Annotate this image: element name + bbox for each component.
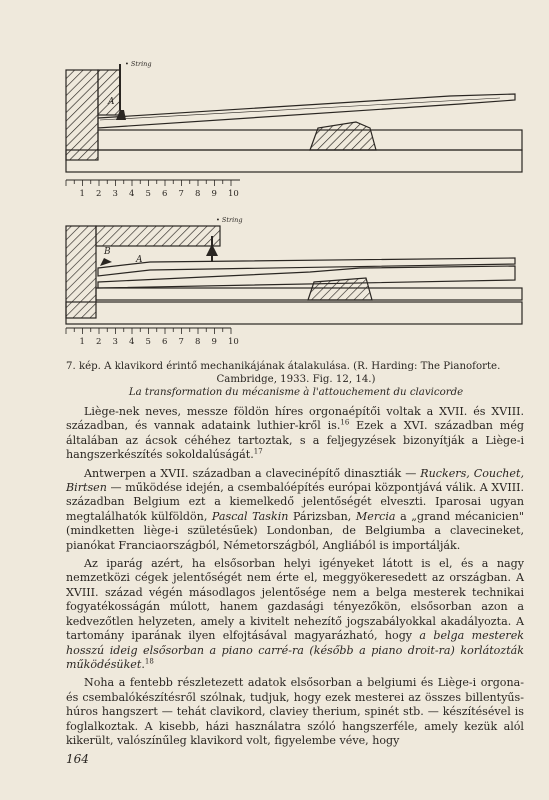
p2-italic-mercia: Mercia (355, 509, 396, 523)
string-label-top: • String (125, 60, 152, 68)
scale-number: 10 (228, 189, 239, 199)
paragraph-3 (66, 557, 524, 672)
page-number: 164 (66, 752, 89, 766)
scale-number: 6 (162, 337, 168, 345)
p2-text-a: Antwerpen a XVII. században a clavecinépítő dinasztiák — (84, 466, 421, 480)
p2-text-c: Párizsban, (288, 509, 356, 523)
p2-text-b: — működése idején, a csembalóépítés európai központjává válik. A XVIII. században Belgium ezt a kiemelkedő jelentőségét elveszti. Iparosai ugyan megtalálhatók külföldön, (66, 481, 524, 523)
p4-text-a: Noha a fentebb részletezett adatok elsősorban a belgiumi és Liège-i orgona- és csembalókészítésről szólnak, tudjuk, hogy ezek mesterei az összes billentyűs-húros hangszert — tehát clavikord, claviey therium, spinét stb. — készítésével is foglalkoztak. A kisebb, házi használatra szóló hangszerféle, amely kezük alól kikerült, valószínűleg klavikord volt, figyelembe véve, hogy (66, 676, 524, 747)
clavichord-mechanism-figure (0, 0, 549, 345)
scale-number: 2 (96, 189, 102, 199)
body-text (66, 405, 524, 752)
footnote-ref-16: 16 (340, 418, 350, 427)
scale-number: 6 (162, 189, 168, 199)
mechanism-drawing-top (66, 60, 522, 180)
scale-number: 4 (129, 189, 135, 199)
scale-number: 3 (112, 189, 118, 199)
p2-italic-taskin: Pascal Taskin (211, 509, 289, 523)
scale-number: 4 (129, 337, 135, 345)
scale-number: 3 (112, 337, 118, 345)
scale-number: 5 (145, 337, 151, 345)
scale-number: 1 (79, 337, 85, 345)
p3-text-b: . (141, 657, 145, 671)
p2-text-d: a „grand mécanicien" (mindketten liège-i születésűek) Londonban, de Belgiumba a clavecineket, pianókat Franciaországból, Németországból, Angliából is importálják. (66, 509, 524, 552)
scale-number: 8 (195, 189, 201, 199)
scale-number: 7 (178, 189, 184, 199)
p3-italic: a belga mesterek hosszú ideig elsősorban a piano carré-ra (később a piano droit-ra) korlátozták működésüket (66, 629, 524, 671)
figure-caption (66, 360, 526, 399)
letter-b-bottom: B (104, 247, 111, 257)
paragraph-2 (66, 467, 524, 553)
string-label-bottom: • String (216, 216, 243, 224)
p3-text-a: Az iparág azért, ha elsősorban helyi igényeket látott is el, és a nagy nemzetközi cégek jelentőségét nem érte el, meggyökeresedett az országban. A XVIII. század végén másodlagos jelentősége nem a belga mesterek technikai fogyatékosságán múlott, hanem gazdasági tényezőkön, elsősorban azon a kedvezőtlen helyzeten, amely a kivitelt nehezítő jogszabályokkal akadályozta. A tartomány iparának ilyen elfojtásával magyarázható, hogy (66, 557, 524, 643)
letter-a-top: A (108, 97, 115, 107)
scale-number: 8 (195, 337, 201, 345)
caption-line-1: 7. kép. A klavikord érintő mechanikájának átalakulása. (R. Harding: The Pianoforte. (66, 361, 501, 372)
scale-bottom (66, 328, 239, 345)
footnote-ref-18: 18 (144, 657, 154, 666)
scale-number: 5 (145, 189, 151, 199)
scale-number: 9 (211, 337, 217, 345)
p2-italic-dynasties: Ruckers, Couchet, Birtsen (66, 466, 524, 495)
scale-number: 10 (228, 337, 239, 345)
paragraph-4 (66, 676, 524, 748)
caption-line-3: La transformation du mécanisme à l'attouchement du clavicorde (128, 387, 464, 398)
paragraph-1 (66, 405, 524, 463)
scale-top (66, 180, 239, 199)
scale-number: 7 (178, 337, 184, 345)
scale-number: 1 (79, 189, 85, 199)
p1-text-a: Liège-nek neves, messze földön híres orgonaépítői voltak a XVII. és XVIII. században, és vannak adataink luthier-kről is. (66, 405, 524, 433)
scale-number: 9 (211, 189, 217, 199)
scale-number: 2 (96, 337, 102, 345)
letter-a-bottom: A (136, 255, 143, 265)
p1-text-b: Ezek a XVI. században még általában az ácsok céhéhez tartoztak, s a feljegyzések bizonyítják a Liège-i hangszerkészítés sokoldalúságát. (66, 419, 524, 462)
footnote-ref-17: 17 (253, 447, 263, 456)
mechanism-drawing-bottom (66, 216, 522, 324)
caption-line-2: Cambridge, 1933. Fig. 12, 14.) (216, 374, 376, 385)
